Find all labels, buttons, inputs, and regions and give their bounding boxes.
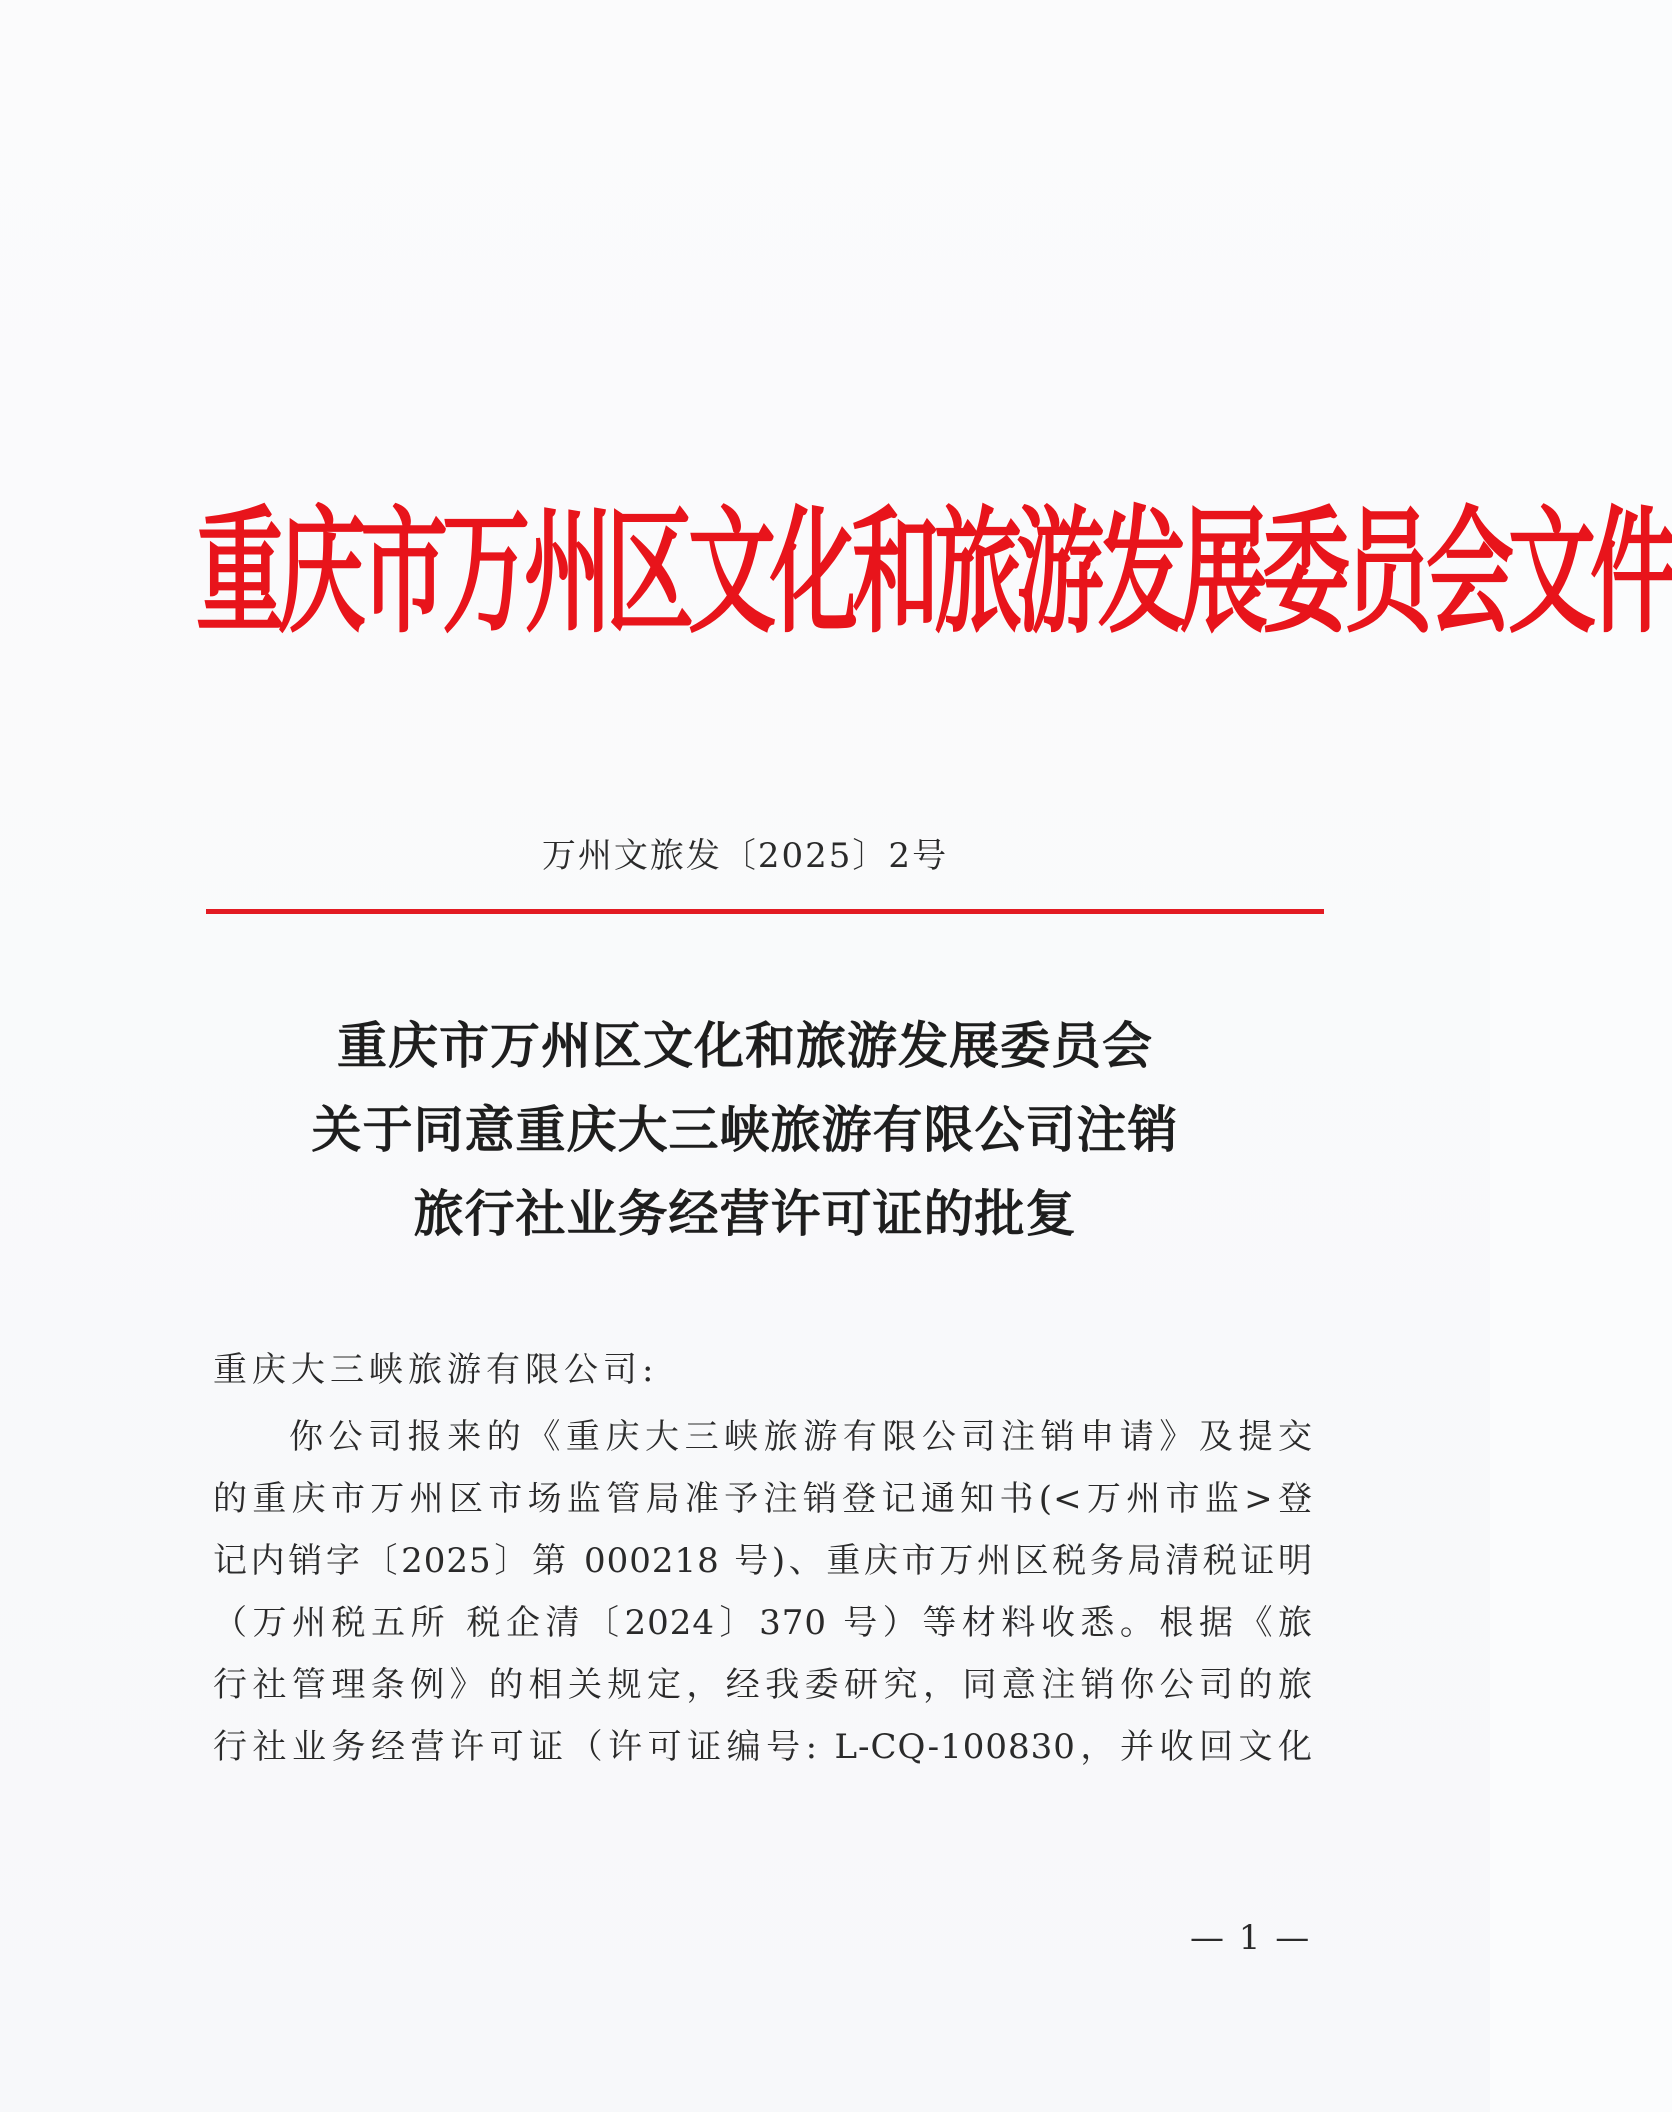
body-line: 行社管理条例》的相关规定，经我委研究，同意注销你公司的旅	[213, 1665, 1313, 1705]
page-number: — 1 —	[1190, 1918, 1312, 1958]
title-line: 重庆市万州区文化和旅游发展委员会	[337, 1017, 1153, 1075]
body-line: 你公司报来的《重庆大三峡旅游有限公司注销申请》及提交	[289, 1417, 1313, 1457]
body-line: 记内销字〔2025〕第 000218 号)、重庆市万州区税务局清税证明	[213, 1541, 1313, 1581]
body-line: 的重庆市万州区市场监管局准予注销登记通知书(<万州市监>登	[213, 1479, 1313, 1519]
document-title	[0, 1004, 1490, 1256]
salutation: 重庆大三峡旅游有限公司:	[213, 1350, 659, 1390]
document-number: 万州文旅发〔2025〕2号	[541, 836, 949, 876]
body-line: （万州税五所 税企清〔2024〕370 号）等材料收悉。根据《旅	[213, 1603, 1313, 1643]
title-line: 旅行社业务经营许可证的批复	[413, 1185, 1077, 1243]
body-line: 行社业务经营许可证（许可证编号: L-CQ-100830，并收回文化	[213, 1727, 1313, 1767]
title-line: 关于同意重庆大三峡旅游有限公司注销	[311, 1101, 1179, 1159]
red-divider-line	[206, 909, 1324, 914]
letter-body	[213, 1406, 1313, 1778]
issuing-authority-header: 重庆市万州区文化和旅游发展委员会文件	[196, 492, 1672, 653]
